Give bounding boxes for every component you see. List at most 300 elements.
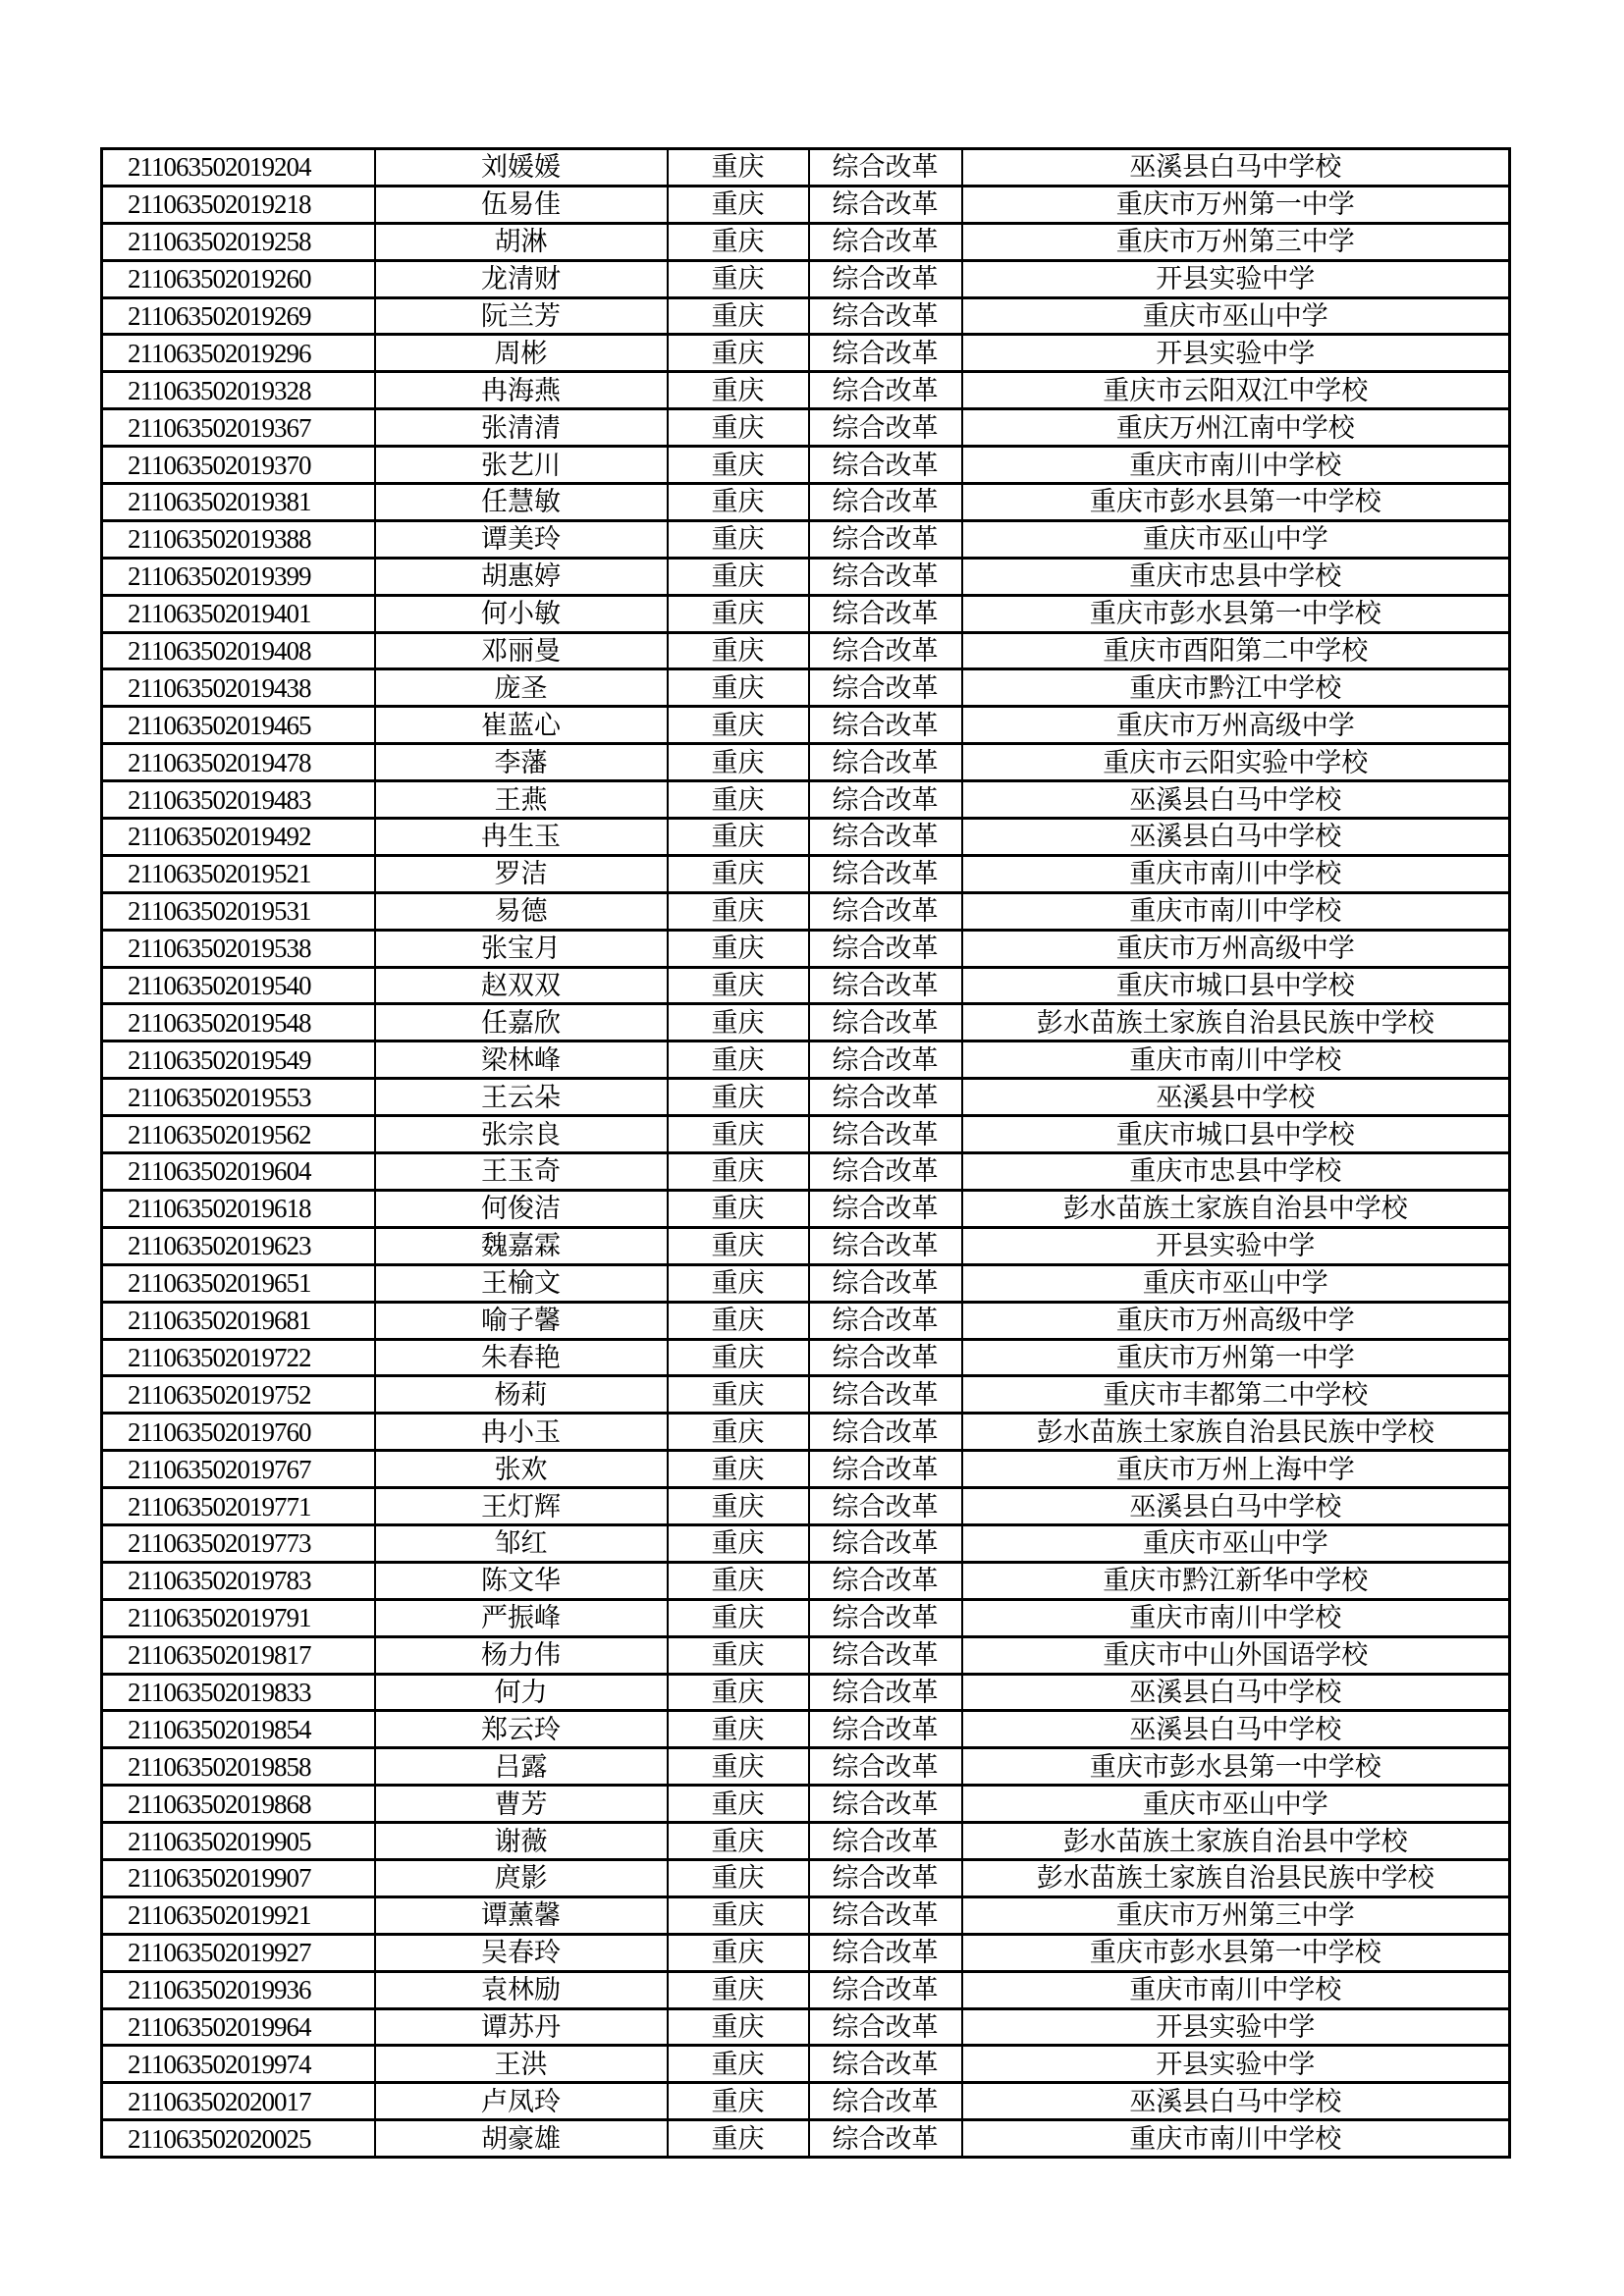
student-name-cell: 罗洁 xyxy=(375,855,668,892)
school-cell: 重庆市彭水县第一中学校 xyxy=(962,1934,1510,1971)
student-name-cell: 何小敏 xyxy=(375,595,668,632)
student-id-cell: 211063502019964 xyxy=(102,2008,375,2046)
student-name-cell: 何力 xyxy=(375,1674,668,1711)
table-row xyxy=(102,1339,1510,1376)
category-cell: 综合改革 xyxy=(809,335,962,372)
school-cell: 重庆市酉阳第二中学校 xyxy=(962,632,1510,669)
category-cell: 综合改革 xyxy=(809,1562,962,1599)
province-cell: 重庆 xyxy=(668,1451,809,1488)
school-cell: 彭水苗族土家族自治县中学校 xyxy=(962,1190,1510,1227)
student-name-cell: 张清清 xyxy=(375,409,668,447)
table-row xyxy=(102,819,1510,856)
table-row xyxy=(102,335,1510,372)
school-cell: 重庆市万州高级中学 xyxy=(962,930,1510,967)
table-row xyxy=(102,781,1510,819)
school-cell: 开县实验中学 xyxy=(962,2046,1510,2083)
student-id-cell: 211063502020017 xyxy=(102,2083,375,2120)
student-name-cell: 周彬 xyxy=(375,335,668,372)
student-name-cell: 喻子馨 xyxy=(375,1302,668,1339)
province-cell: 重庆 xyxy=(668,1227,809,1264)
school-cell: 重庆市巫山中学 xyxy=(962,520,1510,558)
province-cell: 重庆 xyxy=(668,1562,809,1599)
student-name-cell: 赵双双 xyxy=(375,967,668,1004)
student-id-cell: 211063502019521 xyxy=(102,855,375,892)
province-cell: 重庆 xyxy=(668,2008,809,2046)
province-cell: 重庆 xyxy=(668,1599,809,1636)
school-cell: 重庆市丰都第二中学校 xyxy=(962,1376,1510,1414)
student-id-cell: 211063502019549 xyxy=(102,1041,375,1079)
province-cell: 重庆 xyxy=(668,1859,809,1896)
student-id-cell: 211063502019531 xyxy=(102,892,375,930)
student-id-cell: 211063502019623 xyxy=(102,1227,375,1264)
table-row xyxy=(102,558,1510,595)
student-id-cell: 211063502019204 xyxy=(102,149,375,187)
province-cell: 重庆 xyxy=(668,1414,809,1451)
student-name-cell: 郑云玲 xyxy=(375,1711,668,1748)
table-row xyxy=(102,1859,1510,1896)
category-cell: 综合改革 xyxy=(809,520,962,558)
student-name-cell: 张宗良 xyxy=(375,1116,668,1153)
student-name-cell: 王燕 xyxy=(375,781,668,819)
school-cell: 重庆市南川中学校 xyxy=(962,447,1510,484)
school-cell: 巫溪县白马中学校 xyxy=(962,1674,1510,1711)
category-cell: 综合改革 xyxy=(809,484,962,521)
province-cell: 重庆 xyxy=(668,335,809,372)
school-cell: 重庆市云阳双江中学校 xyxy=(962,372,1510,409)
table-row xyxy=(102,930,1510,967)
province-cell: 重庆 xyxy=(668,744,809,781)
student-name-cell: 任慧敏 xyxy=(375,484,668,521)
student-id-cell: 211063502019618 xyxy=(102,1190,375,1227)
student-id-cell: 211063502019540 xyxy=(102,967,375,1004)
school-cell: 重庆市万州第一中学 xyxy=(962,1339,1510,1376)
province-cell: 重庆 xyxy=(668,558,809,595)
student-name-cell: 陈文华 xyxy=(375,1562,668,1599)
table-row xyxy=(102,1711,1510,1748)
school-cell: 开县实验中学 xyxy=(962,2008,1510,2046)
province-cell: 重庆 xyxy=(668,1971,809,2008)
school-cell: 重庆市万州第一中学 xyxy=(962,186,1510,223)
table-row xyxy=(102,632,1510,669)
student-name-cell: 胡豪雄 xyxy=(375,2120,668,2158)
table-row xyxy=(102,669,1510,707)
province-cell: 重庆 xyxy=(668,1041,809,1079)
student-name-cell: 魏嘉霖 xyxy=(375,1227,668,1264)
category-cell: 综合改革 xyxy=(809,2046,962,2083)
student-id-cell: 211063502019258 xyxy=(102,223,375,260)
table-row xyxy=(102,744,1510,781)
table-row xyxy=(102,1414,1510,1451)
school-cell: 重庆市南川中学校 xyxy=(962,1971,1510,2008)
student-name-cell: 庹影 xyxy=(375,1859,668,1896)
province-cell: 重庆 xyxy=(668,372,809,409)
school-cell: 巫溪县白马中学校 xyxy=(962,1711,1510,1748)
student-name-cell: 邓丽曼 xyxy=(375,632,668,669)
table-row xyxy=(102,1524,1510,1562)
student-name-cell: 刘媛媛 xyxy=(375,149,668,187)
student-name-cell: 杨力伟 xyxy=(375,1636,668,1674)
category-cell: 综合改革 xyxy=(809,744,962,781)
student-id-cell: 211063502019553 xyxy=(102,1079,375,1116)
student-name-cell: 易德 xyxy=(375,892,668,930)
province-cell: 重庆 xyxy=(668,2120,809,2158)
student-name-cell: 谭美玲 xyxy=(375,520,668,558)
admission-list-table xyxy=(100,147,1511,2159)
student-name-cell: 冉生玉 xyxy=(375,819,668,856)
table-row xyxy=(102,1562,1510,1599)
student-id-cell: 211063502019905 xyxy=(102,1823,375,1860)
category-cell: 综合改革 xyxy=(809,1451,962,1488)
table-row xyxy=(102,297,1510,335)
student-name-cell: 崔蓝心 xyxy=(375,707,668,744)
school-cell: 巫溪县白马中学校 xyxy=(962,2083,1510,2120)
table-row xyxy=(102,1041,1510,1079)
student-name-cell: 张欢 xyxy=(375,1451,668,1488)
school-cell: 开县实验中学 xyxy=(962,1227,1510,1264)
school-cell: 彭水苗族土家族自治县民族中学校 xyxy=(962,1004,1510,1041)
table-row xyxy=(102,372,1510,409)
table-row xyxy=(102,1376,1510,1414)
category-cell: 综合改革 xyxy=(809,223,962,260)
province-cell: 重庆 xyxy=(668,1823,809,1860)
province-cell: 重庆 xyxy=(668,1302,809,1339)
category-cell: 综合改革 xyxy=(809,1971,962,2008)
student-id-cell: 211063502019478 xyxy=(102,744,375,781)
province-cell: 重庆 xyxy=(668,1524,809,1562)
table-row xyxy=(102,1786,1510,1823)
table-row xyxy=(102,707,1510,744)
table-row xyxy=(102,2008,1510,2046)
province-cell: 重庆 xyxy=(668,1488,809,1525)
category-cell: 综合改革 xyxy=(809,1896,962,1934)
category-cell: 综合改革 xyxy=(809,1376,962,1414)
table-row xyxy=(102,260,1510,297)
table-row xyxy=(102,595,1510,632)
school-cell: 重庆市巫山中学 xyxy=(962,1786,1510,1823)
student-name-cell: 谭苏丹 xyxy=(375,2008,668,2046)
table-row xyxy=(102,1190,1510,1227)
school-cell: 重庆市彭水县第一中学校 xyxy=(962,484,1510,521)
table-row xyxy=(102,1599,1510,1636)
table-row xyxy=(102,1004,1510,1041)
category-cell: 综合改革 xyxy=(809,1339,962,1376)
table-row xyxy=(102,1302,1510,1339)
student-id-cell: 211063502019401 xyxy=(102,595,375,632)
category-cell: 综合改革 xyxy=(809,409,962,447)
category-cell: 综合改革 xyxy=(809,372,962,409)
province-cell: 重庆 xyxy=(668,1153,809,1191)
school-cell: 重庆市万州上海中学 xyxy=(962,1451,1510,1488)
student-id-cell: 211063502019868 xyxy=(102,1786,375,1823)
student-id-cell: 211063502019399 xyxy=(102,558,375,595)
table-row xyxy=(102,447,1510,484)
category-cell: 综合改革 xyxy=(809,1859,962,1896)
category-cell: 综合改革 xyxy=(809,1041,962,1079)
province-cell: 重庆 xyxy=(668,2046,809,2083)
province-cell: 重庆 xyxy=(668,484,809,521)
student-id-cell: 211063502019370 xyxy=(102,447,375,484)
table-row xyxy=(102,1971,1510,2008)
student-name-cell: 谢薇 xyxy=(375,1823,668,1860)
student-name-cell: 张宝月 xyxy=(375,930,668,967)
category-cell: 综合改革 xyxy=(809,1264,962,1302)
school-cell: 重庆市南川中学校 xyxy=(962,1041,1510,1079)
student-id-cell: 211063502019722 xyxy=(102,1339,375,1376)
province-cell: 重庆 xyxy=(668,1748,809,1786)
table-row xyxy=(102,409,1510,447)
school-cell: 重庆市巫山中学 xyxy=(962,1264,1510,1302)
category-cell: 综合改革 xyxy=(809,1488,962,1525)
student-id-cell: 211063502019328 xyxy=(102,372,375,409)
province-cell: 重庆 xyxy=(668,595,809,632)
category-cell: 综合改革 xyxy=(809,1674,962,1711)
table-row xyxy=(102,967,1510,1004)
student-name-cell: 王玉奇 xyxy=(375,1153,668,1191)
table-row xyxy=(102,855,1510,892)
province-cell: 重庆 xyxy=(668,520,809,558)
province-cell: 重庆 xyxy=(668,669,809,707)
student-id-cell: 211063502019388 xyxy=(102,520,375,558)
category-cell: 综合改革 xyxy=(809,260,962,297)
table-row xyxy=(102,1227,1510,1264)
category-cell: 综合改革 xyxy=(809,892,962,930)
school-cell: 重庆市万州第三中学 xyxy=(962,223,1510,260)
student-name-cell: 龙清财 xyxy=(375,260,668,297)
province-cell: 重庆 xyxy=(668,1264,809,1302)
student-id-cell: 211063502019858 xyxy=(102,1748,375,1786)
province-cell: 重庆 xyxy=(668,1079,809,1116)
category-cell: 综合改革 xyxy=(809,1636,962,1674)
category-cell: 综合改革 xyxy=(809,781,962,819)
student-id-cell: 211063502019260 xyxy=(102,260,375,297)
student-name-cell: 冉海燕 xyxy=(375,372,668,409)
table-row xyxy=(102,1116,1510,1153)
province-cell: 重庆 xyxy=(668,819,809,856)
student-id-cell: 211063502019651 xyxy=(102,1264,375,1302)
province-cell: 重庆 xyxy=(668,1786,809,1823)
category-cell: 综合改革 xyxy=(809,1004,962,1041)
category-cell: 综合改革 xyxy=(809,855,962,892)
school-cell: 重庆市城口县中学校 xyxy=(962,967,1510,1004)
student-name-cell: 邹红 xyxy=(375,1524,668,1562)
table-row xyxy=(102,1748,1510,1786)
student-name-cell: 胡淋 xyxy=(375,223,668,260)
student-name-cell: 何俊洁 xyxy=(375,1190,668,1227)
table-row xyxy=(102,1823,1510,1860)
student-id-cell: 211063502019604 xyxy=(102,1153,375,1191)
category-cell: 综合改革 xyxy=(809,1748,962,1786)
student-id-cell: 211063502019538 xyxy=(102,930,375,967)
student-id-cell: 211063502019492 xyxy=(102,819,375,856)
province-cell: 重庆 xyxy=(668,930,809,967)
student-name-cell: 庞圣 xyxy=(375,669,668,707)
student-id-cell: 211063502019408 xyxy=(102,632,375,669)
school-cell: 重庆市城口县中学校 xyxy=(962,1116,1510,1153)
student-id-cell: 211063502019771 xyxy=(102,1488,375,1525)
province-cell: 重庆 xyxy=(668,781,809,819)
student-id-cell: 211063502019833 xyxy=(102,1674,375,1711)
student-id-cell: 211063502019381 xyxy=(102,484,375,521)
school-cell: 巫溪县白马中学校 xyxy=(962,819,1510,856)
student-id-cell: 211063502019465 xyxy=(102,707,375,744)
school-cell: 重庆市忠县中学校 xyxy=(962,1153,1510,1191)
table-row xyxy=(102,484,1510,521)
student-id-cell: 211063502019974 xyxy=(102,2046,375,2083)
student-name-cell: 谭薰馨 xyxy=(375,1896,668,1934)
student-id-cell: 211063502019783 xyxy=(102,1562,375,1599)
category-cell: 综合改革 xyxy=(809,1153,962,1191)
student-id-cell: 211063502019681 xyxy=(102,1302,375,1339)
student-id-cell: 211063502019218 xyxy=(102,186,375,223)
table-row xyxy=(102,1896,1510,1934)
student-name-cell: 卢凤玲 xyxy=(375,2083,668,2120)
student-id-cell: 211063502019367 xyxy=(102,409,375,447)
category-cell: 综合改革 xyxy=(809,2008,962,2046)
table-body xyxy=(102,149,1510,2158)
table-row xyxy=(102,1636,1510,1674)
student-id-cell: 211063502019548 xyxy=(102,1004,375,1041)
student-id-cell: 211063502019927 xyxy=(102,1934,375,1971)
category-cell: 综合改革 xyxy=(809,1079,962,1116)
province-cell: 重庆 xyxy=(668,297,809,335)
table-row xyxy=(102,2046,1510,2083)
category-cell: 综合改革 xyxy=(809,2083,962,2120)
province-cell: 重庆 xyxy=(668,1934,809,1971)
province-cell: 重庆 xyxy=(668,149,809,187)
school-cell: 重庆市南川中学校 xyxy=(962,2120,1510,2158)
province-cell: 重庆 xyxy=(668,1674,809,1711)
student-id-cell: 211063502019269 xyxy=(102,297,375,335)
student-name-cell: 吴春玲 xyxy=(375,1934,668,1971)
school-cell: 重庆市万州高级中学 xyxy=(962,1302,1510,1339)
student-name-cell: 张艺川 xyxy=(375,447,668,484)
school-cell: 巫溪县白马中学校 xyxy=(962,149,1510,187)
student-name-cell: 朱春艳 xyxy=(375,1339,668,1376)
category-cell: 综合改革 xyxy=(809,967,962,1004)
category-cell: 综合改革 xyxy=(809,930,962,967)
province-cell: 重庆 xyxy=(668,2083,809,2120)
table-row xyxy=(102,1488,1510,1525)
student-name-cell: 袁林励 xyxy=(375,1971,668,2008)
category-cell: 综合改革 xyxy=(809,1599,962,1636)
student-name-cell: 吕露 xyxy=(375,1748,668,1786)
school-cell: 重庆市黔江新华中学校 xyxy=(962,1562,1510,1599)
province-cell: 重庆 xyxy=(668,707,809,744)
student-name-cell: 曹芳 xyxy=(375,1786,668,1823)
student-id-cell: 211063502019483 xyxy=(102,781,375,819)
school-cell: 巫溪县中学校 xyxy=(962,1079,1510,1116)
province-cell: 重庆 xyxy=(668,892,809,930)
province-cell: 重庆 xyxy=(668,447,809,484)
school-cell: 重庆市南川中学校 xyxy=(962,1599,1510,1636)
table-row xyxy=(102,2120,1510,2158)
school-cell: 彭水苗族土家族自治县民族中学校 xyxy=(962,1859,1510,1896)
table-row xyxy=(102,1674,1510,1711)
category-cell: 综合改革 xyxy=(809,297,962,335)
province-cell: 重庆 xyxy=(668,223,809,260)
category-cell: 综合改革 xyxy=(809,707,962,744)
category-cell: 综合改革 xyxy=(809,1786,962,1823)
province-cell: 重庆 xyxy=(668,1116,809,1153)
province-cell: 重庆 xyxy=(668,1376,809,1414)
category-cell: 综合改革 xyxy=(809,669,962,707)
student-name-cell: 王云朵 xyxy=(375,1079,668,1116)
student-name-cell: 阮兰芳 xyxy=(375,297,668,335)
province-cell: 重庆 xyxy=(668,1004,809,1041)
school-cell: 巫溪县白马中学校 xyxy=(962,781,1510,819)
student-name-cell: 杨莉 xyxy=(375,1376,668,1414)
school-cell: 开县实验中学 xyxy=(962,335,1510,372)
student-id-cell: 211063502019296 xyxy=(102,335,375,372)
category-cell: 综合改革 xyxy=(809,819,962,856)
school-cell: 彭水苗族土家族自治县中学校 xyxy=(962,1823,1510,1860)
table-row xyxy=(102,1451,1510,1488)
student-id-cell: 211063502019752 xyxy=(102,1376,375,1414)
school-cell: 巫溪县白马中学校 xyxy=(962,1488,1510,1525)
category-cell: 综合改革 xyxy=(809,2120,962,2158)
student-id-cell: 211063502019817 xyxy=(102,1636,375,1674)
school-cell: 重庆市彭水县第一中学校 xyxy=(962,1748,1510,1786)
category-cell: 综合改革 xyxy=(809,558,962,595)
student-id-cell: 211063502019767 xyxy=(102,1451,375,1488)
table-row xyxy=(102,1934,1510,1971)
school-cell: 重庆市云阳实验中学校 xyxy=(962,744,1510,781)
table-row xyxy=(102,223,1510,260)
category-cell: 综合改革 xyxy=(809,186,962,223)
category-cell: 综合改革 xyxy=(809,1711,962,1748)
school-cell: 重庆市巫山中学 xyxy=(962,1524,1510,1562)
category-cell: 综合改革 xyxy=(809,632,962,669)
student-id-cell: 211063502019921 xyxy=(102,1896,375,1934)
school-cell: 彭水苗族土家族自治县民族中学校 xyxy=(962,1414,1510,1451)
table-row xyxy=(102,1079,1510,1116)
student-name-cell: 伍易佳 xyxy=(375,186,668,223)
student-id-cell: 211063502019562 xyxy=(102,1116,375,1153)
category-cell: 综合改革 xyxy=(809,1934,962,1971)
province-cell: 重庆 xyxy=(668,1896,809,1934)
category-cell: 综合改革 xyxy=(809,1116,962,1153)
province-cell: 重庆 xyxy=(668,1190,809,1227)
category-cell: 综合改革 xyxy=(809,1414,962,1451)
student-name-cell: 任嘉欣 xyxy=(375,1004,668,1041)
school-cell: 重庆市黔江中学校 xyxy=(962,669,1510,707)
student-id-cell: 211063502020025 xyxy=(102,2120,375,2158)
table-row xyxy=(102,892,1510,930)
student-name-cell: 王洪 xyxy=(375,2046,668,2083)
province-cell: 重庆 xyxy=(668,1636,809,1674)
province-cell: 重庆 xyxy=(668,260,809,297)
student-id-cell: 211063502019854 xyxy=(102,1711,375,1748)
school-cell: 重庆市万州高级中学 xyxy=(962,707,1510,744)
category-cell: 综合改革 xyxy=(809,149,962,187)
school-cell: 重庆市南川中学校 xyxy=(962,855,1510,892)
table-row xyxy=(102,1264,1510,1302)
school-cell: 重庆市忠县中学校 xyxy=(962,558,1510,595)
province-cell: 重庆 xyxy=(668,1339,809,1376)
student-id-cell: 211063502019438 xyxy=(102,669,375,707)
school-cell: 重庆市万州第三中学 xyxy=(962,1896,1510,1934)
category-cell: 综合改革 xyxy=(809,1823,962,1860)
table-row xyxy=(102,2083,1510,2120)
student-name-cell: 严振峰 xyxy=(375,1599,668,1636)
school-cell: 重庆市彭水县第一中学校 xyxy=(962,595,1510,632)
table-row xyxy=(102,520,1510,558)
student-id-cell: 211063502019760 xyxy=(102,1414,375,1451)
student-name-cell: 梁林峰 xyxy=(375,1041,668,1079)
table-row xyxy=(102,149,1510,187)
school-cell: 重庆市中山外国语学校 xyxy=(962,1636,1510,1674)
table-row xyxy=(102,1153,1510,1191)
